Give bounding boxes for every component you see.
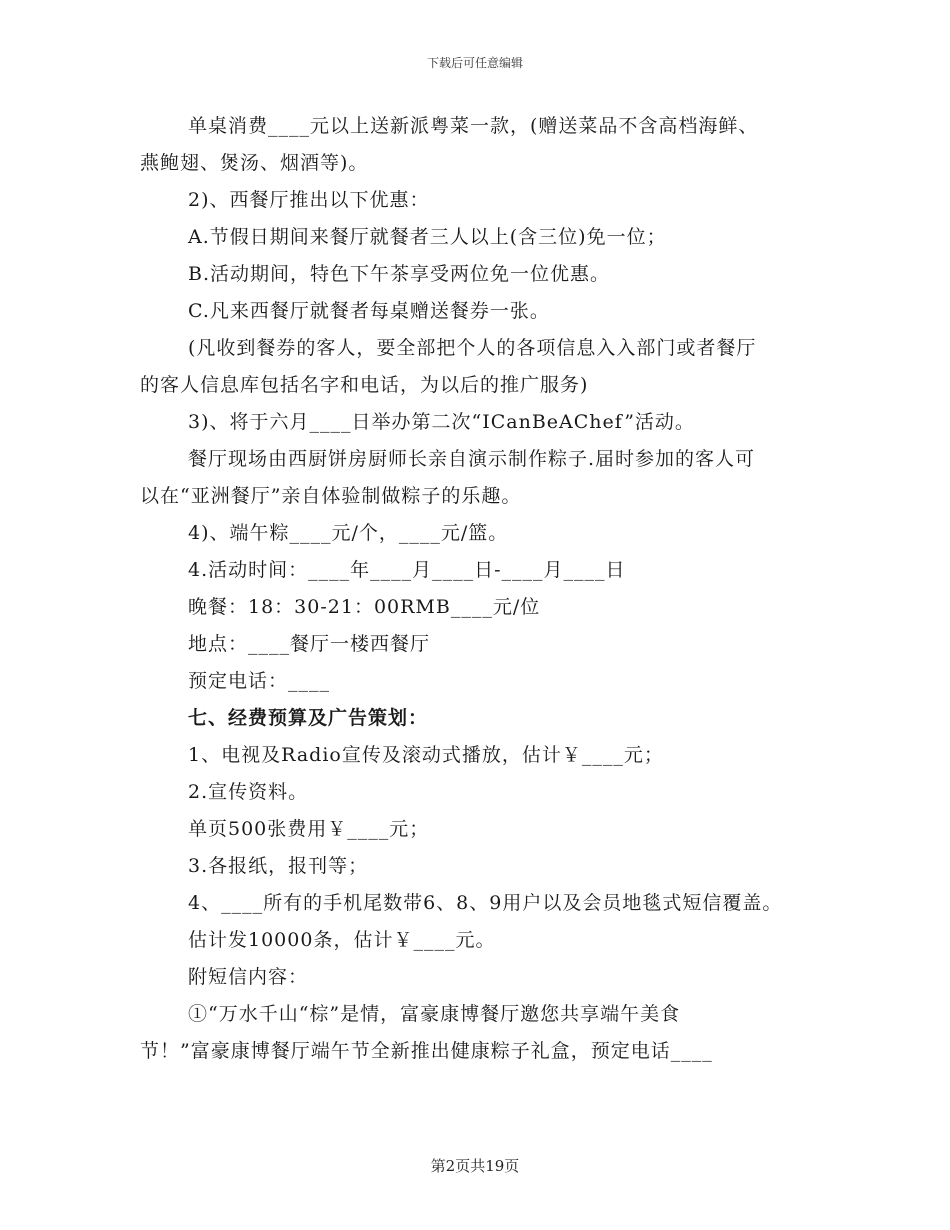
paragraph-line: 单桌消费____元以上送新派粤菜一款，(赠送菜品不含高档海鲜、 [188,115,759,137]
paragraph-line: 2.宣传资料。 [188,781,309,803]
paragraph-line: 地点：____餐厅一楼西餐厅 [188,633,431,655]
paragraph-line: 4)、端午粽____元/个，____元/篮。 [188,522,509,544]
paragraph-line: 燕鲍翅、煲汤、烟酒等)。 [140,152,369,174]
paragraph-line: 的客人信息库包括名字和电话，为以后的推广服务) [140,374,589,396]
paragraph-line: 餐厅现场由西厨饼房厨师长亲自演示制作粽子.届时参加的客人可 [188,448,756,470]
page-footer: 第2页共19页 [430,1157,520,1175]
paragraph-line: (凡收到餐券的客人，要全部把个人的各项信息入入部门或者餐厅 [188,337,757,359]
paragraph-line: ①“万水千山“棕”是情，富豪康博餐厅邀您共享端午美食 [188,1003,681,1025]
paragraph-line: 节！”富豪康博餐厅端午节全新推出健康粽子礼盒，预定电话____ [140,1040,713,1062]
paragraph-line: 晚餐：18：30-21：00RMB____元/位 [188,596,541,618]
paragraph-line: 3.各报纸，报刊等； [188,855,369,877]
paragraph-line: 1、电视及Radio宣传及滚动式播放，估计￥____元； [188,744,664,766]
paragraph-line: 预定电话：____ [188,670,331,692]
paragraph-line: 附短信内容： [188,966,309,988]
section-heading: 七、经费预算及广告策划： [188,707,429,729]
paragraph-line: 以在“亚洲餐厅”亲自体验制做粽子的乐趣。 [140,485,522,507]
paragraph-line: 估计发10000条，估计￥____元。 [188,929,496,951]
page-header-note: 下载后可任意编辑 [426,56,523,70]
paragraph-line: C.凡来西餐厅就餐者每桌赠送餐券一张。 [188,300,550,322]
paragraph-line: 4.活动时间：____年____月____日-____月____日 [188,559,626,581]
paragraph-line: 3)、将于六月____日举办第二次“ICanBeAChef”活动。 [188,411,695,433]
paragraph-line: B.活动期间，特色下午茶享受两位免一位优惠。 [188,263,611,285]
paragraph-line: 单页500张费用￥____元； [188,818,430,840]
paragraph-line: 2)、西餐厅推出以下优惠： [188,189,430,211]
paragraph-line: 4、____所有的手机尾数带6、8、9用户以及会员地毯式短信覆盖。 [188,892,783,914]
document-body [140,108,820,1070]
paragraph-line: A.节假日期间来餐厅就餐者三人以上(含三位)免一位； [188,226,667,248]
